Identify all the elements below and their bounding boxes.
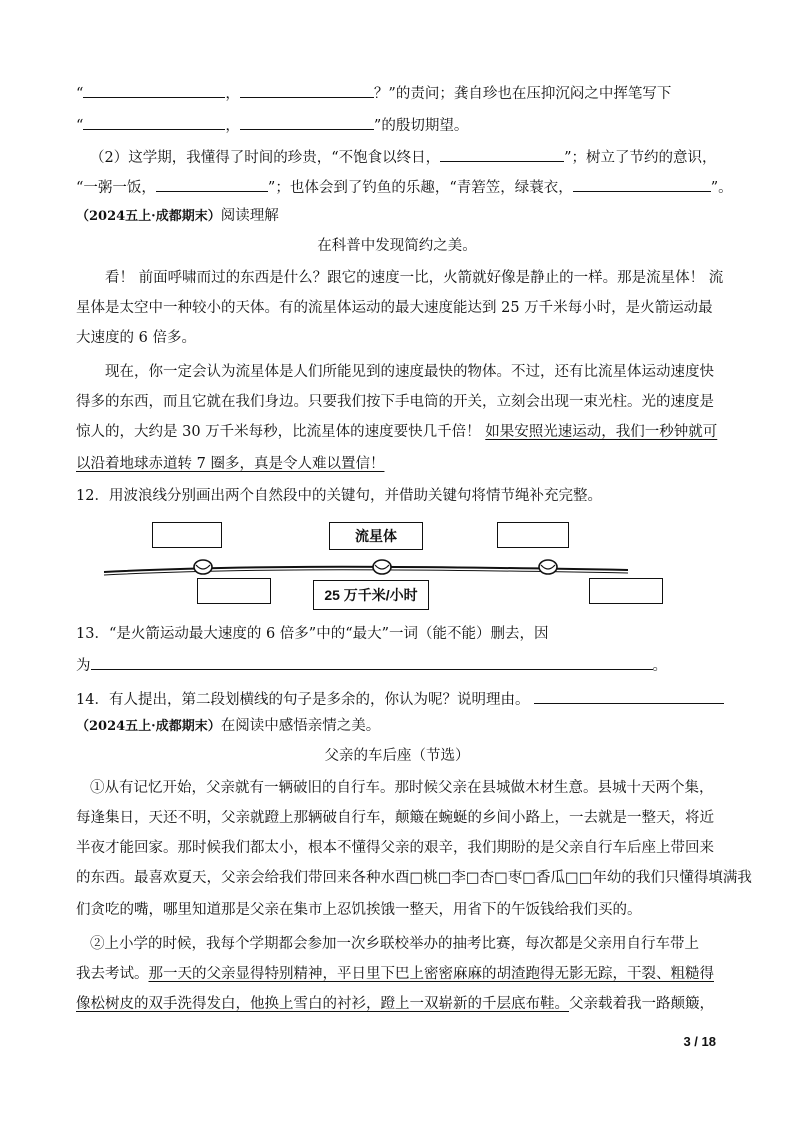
prev-question-line-2: “ ， ”的殷切期望。	[76, 114, 716, 136]
s1-p2-line-3: 惊人的，大约是 30 万千米每秒，比流星体的速度要快几千倍！ 如果安照光速运动，我们一秒钟就可	[76, 424, 718, 440]
q12-text: 12．用波浪线分别画出两个自然段中的关键句，并借助关键句将情节绳补充完整。	[76, 488, 602, 504]
underlined-sentence: 如果安照光速运动，我们一秒钟就可	[485, 424, 718, 440]
s2-p1-line-4: 的东西。最喜欢夏天，父亲会给我们带回来各种水⾣□桃□李□杏□枣□香瓜□□年幼的我们只懂得填满我	[76, 870, 752, 886]
answer-blank[interactable]	[440, 146, 564, 162]
underlined-sentence: 像松树皮的双手洗得发白，他换上雪白的衬衫，蹬上一双崭新的千层底布鞋。	[76, 996, 569, 1012]
q2-line-1: （2）这学期，我懂得了时间的珍贵，“不饱食以终日， ”；树立了节约的意识，	[90, 146, 730, 168]
s2-p1-line-1: ①从有记忆开始，父亲就有一辆破旧的自行车。那时候父亲在县城做木材生意。县城十天两个集，	[90, 780, 714, 796]
answer-blank[interactable]	[573, 176, 711, 192]
plot-box-bottom-left[interactable]	[197, 578, 271, 604]
section2-title: 父亲的车后座（节选）	[324, 748, 470, 764]
q13-line-2: 为 。	[76, 654, 716, 676]
s2-p1-line-3: 半夜才能回家。那时候我们都太小，根本不懂得父亲的艰辛，我们期盼的是父亲自行车后座上带回来	[76, 840, 714, 856]
s1-p1-line-2: 星体是太空中一种较小的天体。有的流星体运动的最大速度能达到 25 万千米每小时，是火箭运动最	[76, 300, 713, 316]
underlined-sentence: 以沿着地球赤道转 7 圈多，真是令人难以置信！	[76, 456, 385, 472]
q13-line-1: 13．“是火箭运动最大速度的 6 倍多”中的“最大”一词（能不能）删去，因	[76, 626, 549, 642]
rope-knot-1	[194, 560, 212, 574]
answer-blank[interactable]	[83, 114, 225, 130]
s2-p1-line-2: 每逢集日，天还不明，父亲就蹬上那辆破自行车，颠簸在蜿蜒的乡间小路上，一去就是一整天，将近	[76, 810, 714, 826]
answer-blank[interactable]	[91, 654, 653, 670]
s1-p2-line-2: 得多的东西，而且它就在我们身边。只要我们按下手电筒的开关，立刻会出现一束光柱。光的速度是	[76, 394, 714, 410]
section2-header: （2024五上·成都期末）在阅读中感悟亲情之美。	[76, 718, 381, 734]
s2-p2-line-3: 像松树皮的双手洗得发白，他换上雪白的衬衫，蹬上一双崭新的千层底布鞋。父亲载着我一路颠簸，	[76, 996, 714, 1012]
plot-box-top-right[interactable]	[497, 522, 569, 548]
section1-title: 在科普中发现简约之美。	[317, 238, 477, 254]
answer-blank[interactable]	[240, 114, 374, 130]
answer-blank[interactable]	[83, 82, 225, 98]
s1-p1-line-3: 大速度的 6 倍多。	[76, 330, 196, 346]
s1-p2-line-1: 现在，你一定会认为流星体是人们所能见到的速度最快的物体。不过，还有比流星体运动速度快	[105, 364, 714, 380]
rope-knot-3	[539, 560, 557, 574]
rope-knot-2	[373, 560, 391, 574]
s2-p1-line-5: 们贪吃的嘴，哪里知道那是父亲在集市上忍饥挨饿一整天，用省下的午饭钱给我们买的。	[76, 902, 642, 918]
plot-box-top-left[interactable]	[152, 522, 222, 548]
page-number: 3 / 18	[683, 1034, 716, 1049]
answer-blank[interactable]	[240, 82, 374, 98]
q2-line-2: “一粥一饭， ”；也体会到了钓鱼的乐趣，“青箬笠，绿蓑衣， ”。	[76, 176, 716, 198]
section1-header: （2024五上·成都期末）阅读理解	[76, 208, 279, 224]
prev-question-line-1: “ ， ？”的责问；龚自珍也在压抑沉闷之中挥笔写下	[76, 82, 716, 104]
s1-p2-line-4	[76, 454, 716, 474]
plot-box-top-middle: 流星体	[329, 522, 423, 550]
underlined-sentence: 那一天的父亲显得特别精神，平日里下巴上密密麻麻的胡渣跑得无影无踪，干裂、粗糙得	[148, 966, 714, 982]
answer-blank[interactable]	[534, 688, 724, 704]
s1-p1-line-1: 看！ 前面呼啸而过的东西是什么？跟它的速度一比，火箭就好像是静止的一样。那是流星体！ 流	[105, 270, 724, 286]
answer-blank[interactable]	[156, 176, 268, 192]
s2-p2-line-2: 我去考试。那一天的父亲显得特别精神，平日里下巴上密密麻麻的胡渣跑得无影无踪，干裂、粗糙得	[76, 966, 714, 982]
s2-p2-line-1: ②上小学的时候，我每个学期都会参加一次乡联校举办的抽考比赛，每次都是父亲用自行车带上	[90, 936, 699, 952]
plot-box-bottom-right[interactable]	[589, 578, 663, 604]
plot-box-bottom-middle: 25 万千米/小时	[313, 580, 429, 610]
q14-line: 14．有人提出，第二段划横线的句子是多余的，你认为呢？说明理由。	[76, 688, 716, 710]
